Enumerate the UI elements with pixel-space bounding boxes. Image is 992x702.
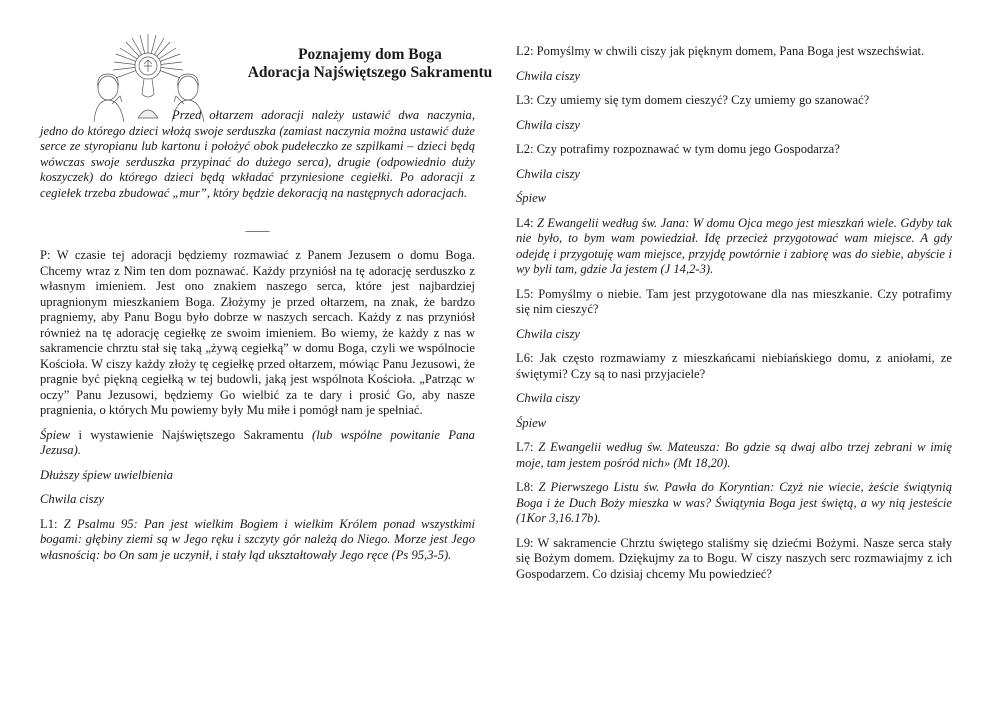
paragraph-silence: Chwila ciszy <box>516 117 581 132</box>
paragraph-long-song: Dłuższy śpiew uwielbienia <box>40 467 173 482</box>
monstrance-with-praying-children-icon <box>84 30 212 122</box>
paragraph-l4: L4: Z Ewangelii według św. Jana: W domu Ojca mego jest mieszkań wiele. Gdyby tak nie było, to bym wam powiedział. Idę przecież przygotować wam miejsce. A gdy odejdę i przygotuję wam miejsce, przyjdę powtórnie i zabiorę was do siebie, abyście i wy byli tam, gdzie Ja jestem (J 14,2-3). <box>516 215 952 276</box>
paragraph-spiew: Śpiew <box>516 415 547 430</box>
paragraph-l3: L3: Czy umiemy się tym domem cieszyć? Czy umiemy go szanować? <box>516 93 870 107</box>
paragraph-silence: Chwila ciszy <box>516 391 581 405</box>
paragraph-silence: Chwila ciszy <box>40 492 105 506</box>
title-line-2: Adoracja Najświętszego Sakramentu <box>247 64 493 81</box>
paragraph-spiew-exposition: Śpiew i wystawienie Najświętszego Sakramentu (lub wspólne powitanie Pana Jezusa). <box>40 427 475 457</box>
right-column <box>516 44 952 582</box>
paragraph-l8: L8: Z Pierwszego Listu św. Pawła do Koryntian: Czyż nie wiecie, żeście świątynią Boga i że Duch Boży mieszka w was? Świątynia Boga jest świętą, a wy nią jesteście (1Kor 3,16.17b). <box>516 480 952 525</box>
paragraph-silence: Chwila ciszy <box>516 166 581 181</box>
intro-instructions: Przed ołtarzem adoracji należy ustawić dwa naczynia, jedno do którego dzieci włożą swoje serduszka (zamiast naczynia można ustawić duże serce ze styropianu lub kartonu i położyć obok pudełeczko ze szpilkami – dzieci będą wówczas swoje serduszka przypinać do dużego serca), drugie (odpowiednio duży koszyczek) do którego dzieci będą wkładać przyniesione cegiełki. Po adoracji z cegiełek trzeba zbudować „mur”, który będzie dekoracją na następnych adoracjach. <box>40 108 475 200</box>
page-title <box>220 46 520 82</box>
title-line-1: Poznajemy dom Boga <box>298 46 442 63</box>
paragraph-p: P: W czasie tej adoracji będziemy rozmawiać z Panem Jezusem o domu Boga. Chcemy wraz z Nim ten dom poznawać. Każdy przyniósł na tę adorację serduszko z własnym imieniem. Jest ono znakiem naszego serca, które jest najbardziej upragnionym mieszkaniem Boga. Złożymy je przed ołtarzem, na znak, że bardzo pragniemy, aby Panu Bogu było dobrze w naszych sercach. Każdy z nas przyniósł również na tę adorację cegiełkę ze swoim imieniem. Bo wiemy, że każdy z nas w sakramencie chrztu stał się taką „żywą cegiełką” w domu Boga, czyli we wspólnocie Kościoła. W ciszy każdy złoży tę cegiełkę przed ołtarzem, mówiąc Panu Jezusowi, że pragnie być piękną cegiełką w tej budowli, jaką jest wspólnota Kościoła. „Patrząc w oczy” Panu Jezusowi, będziemy Go wielbić za te dary i prosić Go, aby nasze pragnienia, o których Mu powiemy były Mu miłe i pomógł nam je spełniać. <box>40 248 475 417</box>
header <box>40 0 493 108</box>
paragraph-spiew: Śpiew <box>516 191 547 205</box>
paragraph-l2: L2: Pomyślmy w chwili ciszy jak pięknym domem, Pana Boga jest wszechświat. <box>516 44 925 58</box>
left-column <box>40 0 493 563</box>
paragraph-l9: L9: W sakramencie Chrztu świętego staliśmy się dziećmi Bożymi. Nasze serca stały się Bożym domem. Dziękujmy za to Bogu. W ciszy naszych serc rozmawiajmy z ich Gospodarzem. Co dzisiaj chcemy Mu powiedzieć? <box>516 535 953 581</box>
paragraph-l5: L5: Pomyślmy o niebie. Tam jest przygotowane dla nas mieszkanie. Czy potrafimy się nim cieszyć? <box>516 286 952 316</box>
section-divider: ____ <box>245 219 270 233</box>
paragraph-l6: L6: Jak często rozmawiamy z mieszkańcami niebiańskiego domu, z aniołami, ze świętymi? Czy są to nasi przyjaciele? <box>516 351 952 381</box>
paragraph-l7: L7: Z Ewangelii według św. Mateusza: Bo gdzie są dwaj albo trzej zebrani w imię moje, tam jestem pośród nich» (Mt 18,20). <box>516 440 952 470</box>
paragraph-l2b: L2: Czy potrafimy rozpoznawać w tym domu jego Gospodarza? <box>516 142 840 156</box>
paragraph-l1: L1: Z Psalmu 95: Pan jest wielkim Bogiem i wielkim Królem ponad wszystkimi bogami: głębiny ziemi są w Jego ręku i szczyty gór należą do Niego. Morze jest Jego własnością: bo On sam je uczynił, i stały ląd ukształtowały Jego ręce (Ps 95,3-5). <box>40 516 475 562</box>
paragraph-silence: Chwila ciszy <box>516 326 581 341</box>
paragraph-silence: Chwila ciszy <box>516 68 581 83</box>
